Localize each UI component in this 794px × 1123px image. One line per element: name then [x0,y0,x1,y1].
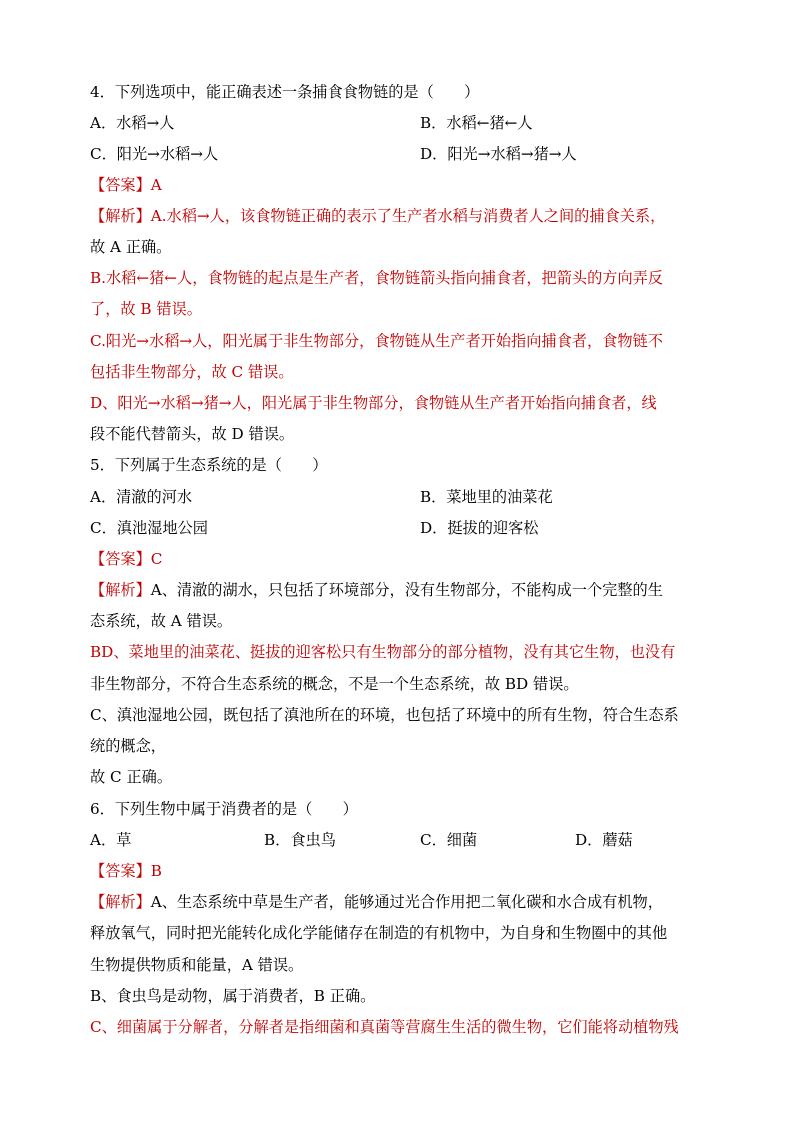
q4-analysis-line: D、阳光→水稻→猪→人，阳光属于非生物部分，食物链从生产者开始指向捕食者，线 [90,394,657,412]
q5-option-d: D．挺拔的迎客松 [420,519,539,537]
analysis-text: A.水稻→人，该食物链正确的表示了生产者水稻与消费者人之间的捕食关系， [150,207,666,225]
q6-analysis-line: 释放氧气，同时把光能转化成化学能储存在制造的有机物中，为自身和生物圈中的其他 [90,924,668,942]
q4-analysis-line: 故 A 正确。 [90,238,172,256]
q5-answer [90,549,162,569]
q6-option-a: A．草 [90,831,132,849]
q4-analysis-line: 段不能代替箭头，故 D 错误。 [90,425,295,443]
q5-analysis-line: 非生物部分，不符合生态系统的概念，不是一个生态系统，故 BD 错误。 [90,675,579,693]
q5-option-a: A．清澈的河水 [90,488,193,506]
question-4-stem: 4．下列选项中，能正确表述一条捕食食物链的是（ ） [90,83,480,101]
q6-analysis-line [90,892,663,912]
q5-analysis-line: C、滇池湿地公园，既包括了滇池所在的环境，也包括了环境中的所有生物，符合生态系 [90,706,679,724]
answer-value: A [150,176,162,194]
analysis-text: A、清澈的湖水，只包括了环境部分，没有生物部分，不能构成一个完整的生 [150,581,663,599]
q6-analysis-line: C、细菌属于分解者，分解者是指细菌和真菌等营腐生生活的微生物，它们能将动植物残 [90,1018,679,1036]
q4-analysis-line: 包括非生物部分，故 C 错误。 [90,363,294,381]
q6-analysis-line: 生物提供物质和能量，A 错误。 [90,956,304,974]
answer-tag: 【答案】 [90,176,151,194]
q6-option-b: B．食虫鸟 [264,831,336,849]
answer-tag: 【答案】 [90,550,151,568]
analysis-tag: 【解析】 [90,207,151,225]
analysis-text: A、生态系统中草是生产者，能够通过光合作用把二氧化碳和水合成有机物， [150,893,663,911]
q6-answer [90,861,162,881]
q4-analysis-line: C.阳光→水稻→人，阳光属于非生物部分，食物链从生产者开始指向捕食者，食物链不 [90,332,663,350]
analysis-tag: 【解析】 [90,581,151,599]
q5-option-c: C．滇池湿地公园 [90,519,208,537]
q4-analysis-line: B.水稻←猪←人，食物链的起点是生产者，食物链箭头指向捕食者，把箭头的方向弄反 [90,269,664,287]
q5-analysis-line [90,580,663,600]
q4-analysis-line: 了，故 B 错误。 [90,300,202,318]
q4-answer [90,175,162,195]
answer-value: B [150,862,162,880]
q6-option-c: C．细菌 [420,831,478,849]
q5-analysis-line: 态系统，故 A 错误。 [90,612,233,630]
q5-analysis-line: 故 C 正确。 [90,768,173,786]
q4-option-c: C．阳光→水稻→人 [90,145,219,163]
q5-analysis-line: BD、菜地里的油菜花、挺拔的迎客松只有生物部分的部分植物，没有其它生物，也没有 [90,643,676,661]
question-5-stem: 5．下列属于生态系统的是（ ） [90,456,328,474]
analysis-tag: 【解析】 [90,893,151,911]
question-6-stem: 6．下列生物中属于消费者的是（ ） [90,800,358,818]
q4-option-b: B．水稻←猪←人 [420,114,533,132]
q6-option-d: D．蘑菇 [575,831,633,849]
answer-value: C [150,550,163,568]
q4-option-d: D．阳光→水稻→猪→人 [420,145,577,163]
q6-analysis-line: B、食虫鸟是动物，属于消费者，B 正确。 [90,987,376,1005]
q5-option-b: B．菜地里的油菜花 [420,488,553,506]
q4-option-a: A．水稻→人 [90,114,175,132]
q5-analysis-line: 统的概念， [90,737,166,755]
answer-tag: 【答案】 [90,862,151,880]
q4-analysis-line [90,206,665,226]
